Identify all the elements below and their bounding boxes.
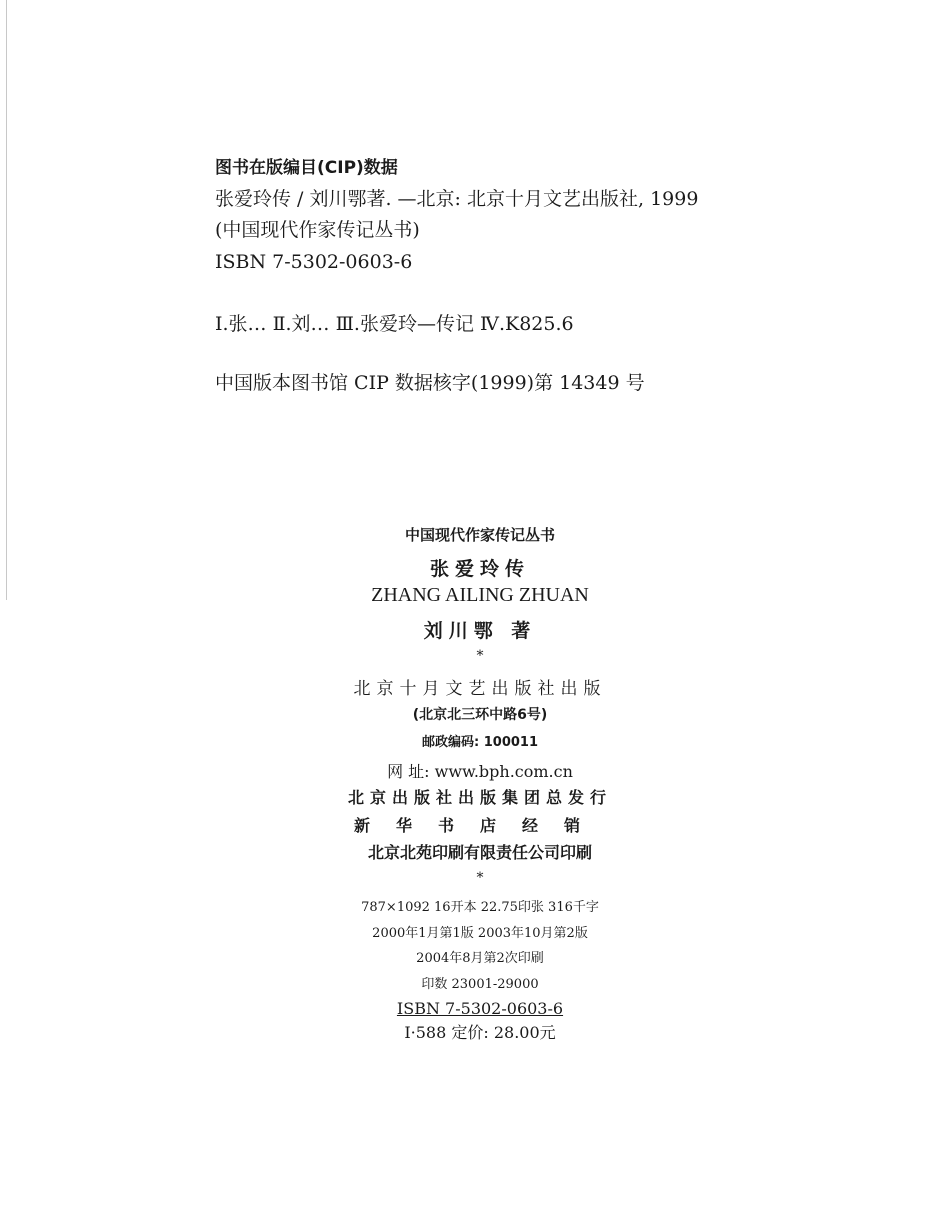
distributor: 北京出版社出版集团总发行	[347, 788, 612, 807]
print-run: 印数 23001-29000	[421, 977, 539, 992]
print-specs: 787×1092 16开本 22.75印张 316千字	[361, 900, 599, 915]
cip-subject-headings: Ⅰ.张… Ⅱ.刘… Ⅲ.张爱玲—传记 Ⅳ.K825.6	[215, 313, 574, 335]
book-title: 张爱玲传	[429, 558, 530, 580]
cip-bibliographic-line: 张爱玲传 / 刘川鄂著. —北京: 北京十月文艺出版社, 1999	[215, 188, 699, 210]
scan-edge-line	[6, 0, 7, 600]
edition-info: 2000年1月第1版 2003年10月第2版	[372, 926, 588, 941]
cip-series-line: (中国现代作家传记丛书)	[215, 219, 420, 241]
cip-isbn: ISBN 7-5302-0603-6	[215, 251, 413, 273]
cip-heading: 图书在版编目(CIP)数据	[215, 158, 398, 178]
seller: 新华书店经销	[353, 816, 606, 835]
publisher-address: (北京北三环中路6号)	[412, 707, 548, 723]
book-title-pinyin: ZHANG AILING ZHUAN	[371, 584, 589, 606]
colophon-isbn: ISBN 7-5302-0603-6	[396, 999, 564, 1018]
author-line: 刘川鄂 著	[423, 620, 537, 642]
price-line: I·588 定价: 28.00元	[404, 1023, 556, 1042]
printing-info: 2004年8月第2次印刷	[416, 951, 544, 966]
cip-verification-number: 中国版本图书馆 CIP 数据核字(1999)第 14349 号	[215, 372, 645, 394]
separator-star: *	[476, 870, 484, 886]
separator-star: *	[476, 648, 484, 664]
website: 网 址: www.bph.com.cn	[387, 762, 573, 781]
series-name: 中国现代作家传记丛书	[404, 526, 555, 544]
postcode: 邮政编码: 100011	[422, 735, 538, 750]
printer: 北京北苑印刷有限责任公司印刷	[367, 843, 592, 862]
publisher-line: 北京十月文艺出版社出版	[353, 679, 607, 699]
